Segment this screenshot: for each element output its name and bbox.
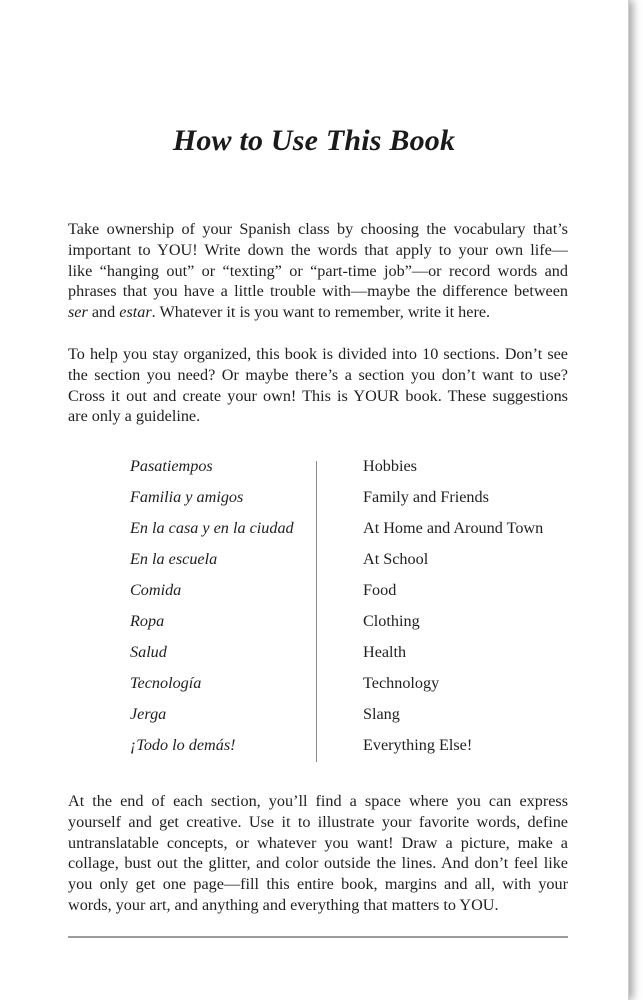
section-english: Family and Friends [363, 488, 489, 506]
section-row [130, 705, 580, 727]
section-english: Health [363, 643, 407, 661]
section-spanish: Jerga [130, 705, 167, 723]
paragraph-line: collage, bust out the glitter, and color outside the lines. And don’t feel like [68, 854, 568, 873]
section-spanish: Comida [130, 581, 182, 599]
paragraph-line: To help you stay organized, this book is divided into 10 sections. Don’t see [68, 345, 568, 363]
section-row [130, 612, 580, 634]
section-row [130, 550, 580, 572]
section-spanish: En la escuela [130, 550, 218, 568]
section-row [130, 643, 580, 665]
page-title: How to Use This Book [172, 124, 456, 157]
section-spanish: ¡Todo lo demás! [130, 736, 236, 754]
paragraph-line: important to YOU! Write down the words that apply to your own life— [68, 240, 568, 259]
section-english: Technology [363, 674, 440, 692]
italic-word-ser: ser [68, 303, 88, 322]
paragraph-line: are only a guideline. [68, 407, 201, 426]
section-english: Food [363, 581, 397, 599]
section-row [130, 519, 580, 541]
paragraph-line [68, 302, 568, 323]
section-spanish: Ropa [130, 612, 165, 630]
paragraph-line: Cross it out and create your own! This is YOUR book. These suggestions [68, 386, 568, 405]
section-spanish: Salud [130, 643, 167, 661]
paragraph-line: words, your art, and anything and everything that matters to YOU. [68, 895, 499, 914]
paragraph-line: phrases that you have a little trouble with—maybe the difference between [68, 282, 568, 301]
organization-paragraph [68, 344, 568, 427]
section-english: Everything Else! [363, 736, 473, 754]
section-row [130, 488, 580, 510]
closing-paragraph [68, 791, 568, 916]
paragraph-line: yourself and get creative. Use it to illustrate your favorite words, define [68, 812, 568, 831]
paragraph-line: At the end of each section, you’ll find a space where you can express [68, 792, 568, 810]
paragraph-line: you only get one page—fill this entire book, margins and all, with your [68, 875, 568, 894]
section-spanish: Tecnología [130, 674, 202, 692]
section-english: Clothing [363, 612, 420, 630]
paragraph-line: untranslatable concepts, or whatever you want! Draw a picture, make a [68, 833, 568, 852]
paragraph-line: Take ownership of your Spanish class by choosing the vocabulary that’s [68, 220, 568, 238]
line-text: and [87, 303, 120, 322]
intro-paragraph [68, 219, 568, 323]
column-divider [316, 461, 317, 762]
section-row [130, 581, 580, 603]
bottom-rule [68, 936, 568, 938]
section-spanish: Familia y amigos [130, 488, 244, 506]
section-row [130, 457, 580, 479]
section-spanish: Pasatiempos [130, 457, 213, 475]
section-english: Slang [363, 705, 400, 723]
section-english: Hobbies [363, 457, 417, 475]
section-row [130, 674, 580, 696]
paragraph-line: the section you need? Or maybe there’s a section you don’t want to use? [68, 365, 568, 384]
section-row [130, 736, 580, 758]
paragraph-line: like “hanging out” or “texting” or “part-time job”—or record words and [68, 261, 568, 280]
italic-word-estar: estar [119, 303, 152, 322]
section-english: At Home and Around Town [363, 519, 544, 537]
section-spanish: En la casa y en la ciudad [130, 519, 294, 537]
line-text: . Whatever it is you want to remember, write it here. [151, 303, 491, 322]
section-english: At School [363, 550, 429, 568]
